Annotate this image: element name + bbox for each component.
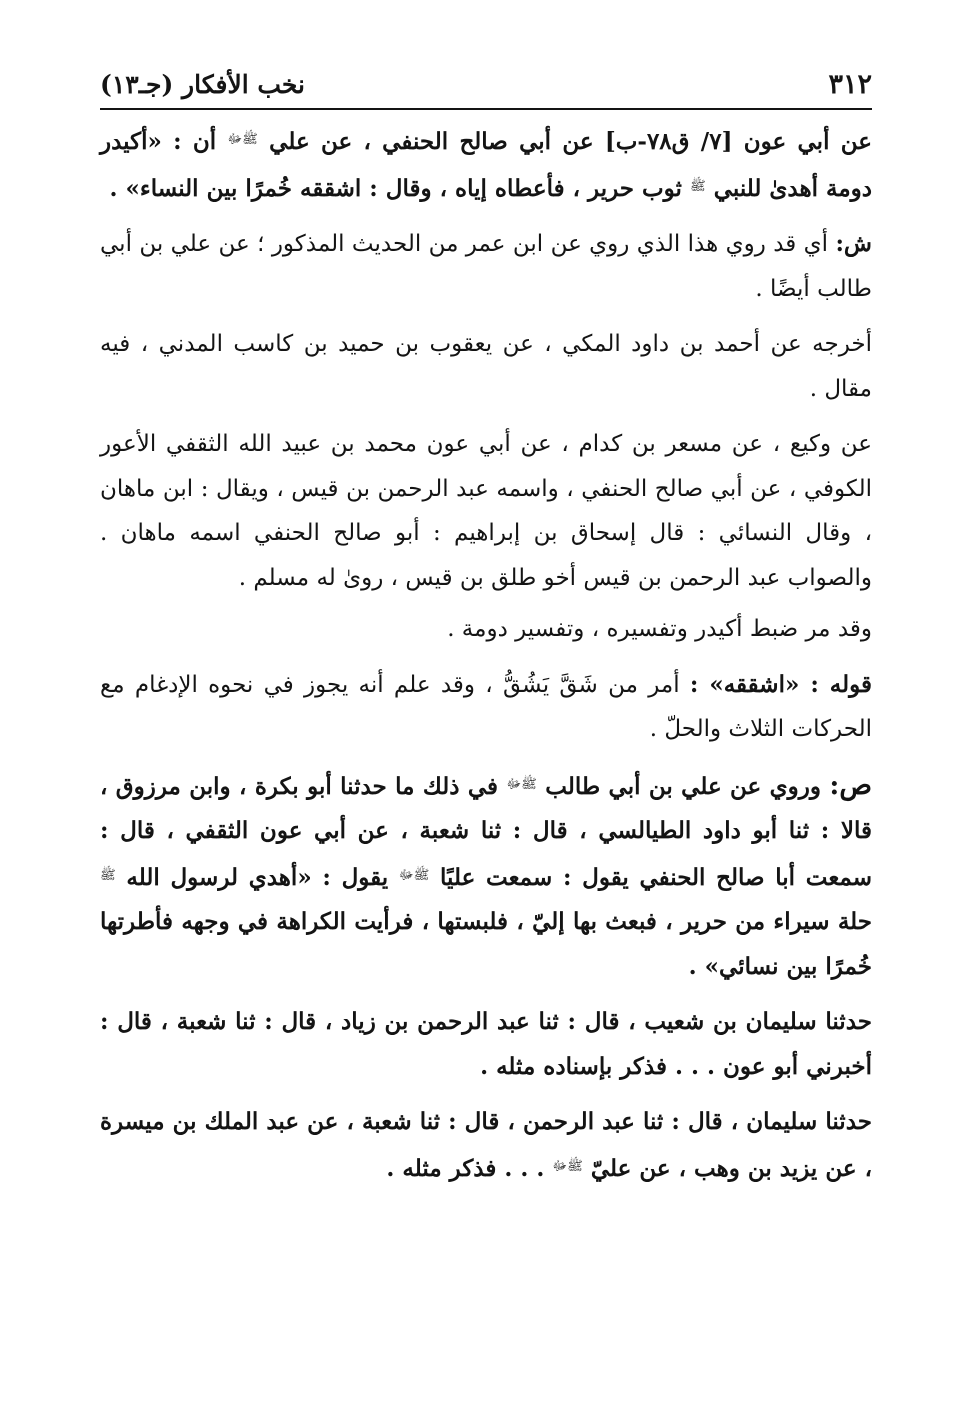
paragraph-note: وقد مر ضبط أكيدر وتفسيره ، وتفسير دومة . [447,616,872,642]
paragraph-hadith-continuation: عن أبي عون [٧/ ق٧٨-ب] عن أبي صالح الحنفي ، عن علي $^{ﷺﷻ}$ أن : «أكيدر دومة أهدىٰ للنبي $^ﷺ$ ثوب حرير ، فأعطاه إياه ، وقال : اشققه خُمرًا بين النساء» . [100,128,872,202]
honorific-glyph: ﷺﷻ [552,1158,583,1174]
text-marker: ص: [829,769,872,801]
honorific-glyph: ﷺﷻ [506,776,537,792]
paragraph-commentary: ش: أي قد روي هذا الذي روي عن ابن عمر من الحديث المذكور ؛ عن علي بن أبي طالب أيضًا . [100,230,873,302]
paragraph-narrators: عن وكيع ، عن مسعر بن كدام ، عن أبي عون محمد بن عبيد الله الثقفي الأعور الكوفي ، عن أبي صالح الحنفي ، واسمه عبد الرحمن بن قيس ، ويقال : ابن ماهان ، وقال النسائي : قال إسحاق بن إبراهيم : أبو صالح الحنفي اسمه ماهان . والصواب عبد الرحمن بن قيس أخو طلق بن قيس ، روىٰ له مسلم . [100,431,872,591]
honorific-glyph: ﷺﷻ [227,132,258,147]
paragraph-takhrij: أخرجه عن أحمد بن داود المكي ، عن يعقوب بن حميد بن كاسب المدني ، فيه مقال . [100,331,872,402]
paragraph-grammar: قوله : «اشققه» : أمر من شَقَّ يَشُقُّ ، وقد علم أنه يجوز في نحوه الإدغام مع الحركات الثلاث والحلّ . [100,670,872,742]
page-number: ٣١٢ [828,68,872,100]
paragraph-chain-2: حدثنا سليمان ، قال : ثنا عبد الرحمن ، قال : ثنا شعبة ، عن عبد الملك بن ميسرة ، عن يزيد بن وهب ، عن عليّ $^{ﷺﷻ}$ . . . فذكر مثله . [100,1108,872,1182]
commentary-marker: ش: [835,230,873,257]
paragraph-chain-1: حدثنا سليمان بن شعيب ، قال : ثنا عبد الرحمن بن زياد ، قال : ثنا شعبة ، قال : أخبرني أبو عون . . . فذكر بإسناده مثله . [100,1008,872,1080]
honorific-glyph: ﷺ [689,178,706,194]
page-body [100,118,872,1191]
honorific-glyph: ﷺﷻ [398,867,430,883]
book-title: نخب الأفكار (جـ١٣) [100,69,306,99]
quote-lead: قوله : «اشققه» : [689,670,872,698]
page-header [100,64,872,104]
paragraph-hadith-text: ص: وروي عن علي بن أبي طالب $^{ﷺﷻ}$ في ذلك ما حدثنا أبو بكرة ، وابن مرزوق ، قالا : ثنا أبو داود الطيالسي ، قال : ثنا شعبة ، عن أبي عون الثقفي ، قال : سمعت أبا صالح الحنفي يقول : سمعت عليًا $^{ﷺﷻ}$ يقول : «أهدي لرسول الله $^ﷺ$ حلة سيراء من حرير ، فبعث بها إليّ ، فلبستها ، فرأيت الكراهة في وجهه فأطرتها خُمرًا بين نسائي» . [100,769,872,980]
header-rule [100,108,872,110]
honorific-glyph: ﷺ [100,867,116,883]
